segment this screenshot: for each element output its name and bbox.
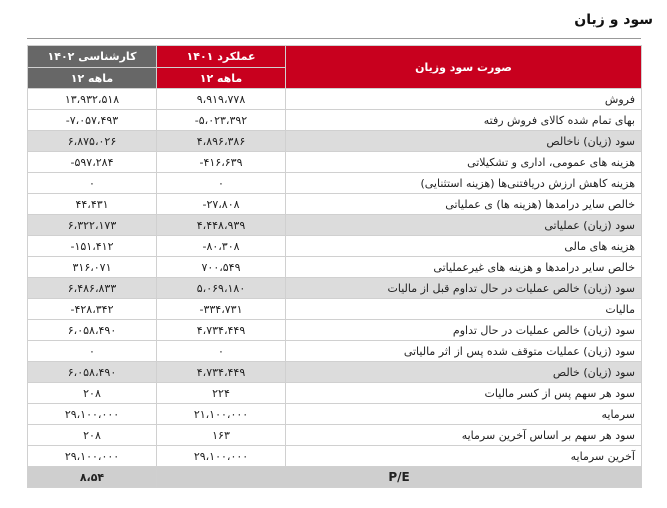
actual-value: ۲۹،۱۰۰،۰۰۰ xyxy=(157,446,286,467)
table-row xyxy=(28,425,642,446)
actual-value: ۴۱۶،۶۳۹- xyxy=(157,152,286,173)
actual-value: ۲۷،۸۰۸- xyxy=(157,194,286,215)
actual-value: ۰ xyxy=(157,341,286,362)
actual-value: ۴،۷۳۴،۴۴۹ xyxy=(157,362,286,383)
forecast-value: ۲۰۸ xyxy=(28,425,157,446)
table-row xyxy=(28,89,642,110)
row-label: سود (زیان) عملیات متوقف شده پس از اثر مالیاتی xyxy=(286,341,642,362)
forecast-value: ۶،۴۸۶،۸۳۳ xyxy=(28,278,157,299)
table-row xyxy=(28,194,642,215)
actual-value: ۰ xyxy=(157,173,286,194)
row-label: سود هر سهم پس از کسر مالیات xyxy=(286,383,642,404)
row-label: خالص سایر درامدها (هزینه ها) ی عملیاتی xyxy=(286,194,642,215)
forecast-value: ۱۵۱،۴۱۲- xyxy=(28,236,157,257)
forecast-value: ۴۴،۴۳۱ xyxy=(28,194,157,215)
table-row xyxy=(28,446,642,467)
forecast-value: ۱۳،۹۳۲،۵۱۸ xyxy=(28,89,157,110)
row-label: بهای تمام شده کالای فروش رفته xyxy=(286,110,642,131)
actual-value: ۴،۴۴۸،۹۳۹ xyxy=(157,215,286,236)
row-label: سود (زیان) ناخالص xyxy=(286,131,642,152)
period-forecast: ۱۲ ماهه xyxy=(28,68,157,89)
row-label: سود (زیان) خالص xyxy=(286,362,642,383)
forecast-value: ۶،۸۷۵،۰۲۶ xyxy=(28,131,157,152)
forecast-value: ۶،۳۲۲،۱۷۳ xyxy=(28,215,157,236)
pe-forecast-value: ۸،۵۴ xyxy=(28,467,157,488)
forecast-value: ۰ xyxy=(28,341,157,362)
row-label: آخرین سرمایه xyxy=(286,446,642,467)
row-label: سود هر سهم بر اساس آخرین سرمایه xyxy=(286,425,642,446)
forecast-value: ۲۰۸ xyxy=(28,383,157,404)
table-row xyxy=(28,131,642,152)
actual-value: ۴،۷۳۴،۴۴۹ xyxy=(157,320,286,341)
row-label: هزینه های عمومی، اداری و تشکیلاتی xyxy=(286,152,642,173)
actual-value: ۸۰،۳۰۸- xyxy=(157,236,286,257)
table-row xyxy=(28,299,642,320)
row-label: مالیات xyxy=(286,299,642,320)
actual-value: ۲۲۴ xyxy=(157,383,286,404)
table-row xyxy=(28,152,642,173)
table-row xyxy=(28,362,642,383)
row-label: خالص سایر درامدها و هزینه های غیرعملیاتی xyxy=(286,257,642,278)
forecast-value: ۳۱۶،۰۷۱ xyxy=(28,257,157,278)
actual-value: ۷۰۰،۵۴۹ xyxy=(157,257,286,278)
income-statement-table xyxy=(27,45,642,488)
row-label: هزینه کاهش ارزش دریافتنی‌ها (هزینه استثنایی) xyxy=(286,173,642,194)
table-row xyxy=(28,257,642,278)
forecast-value: ۲۹،۱۰۰،۰۰۰ xyxy=(28,446,157,467)
row-label: سود (زیان) خالص عملیات در حال تداوم قبل از مالیات xyxy=(286,278,642,299)
row-label: سود (زیان) خالص عملیات در حال تداوم xyxy=(286,320,642,341)
header-row-years xyxy=(28,46,642,68)
col-header-forecast: کارشناسی ۱۴۰۲ xyxy=(28,46,157,68)
table-row xyxy=(28,320,642,341)
period-actual: ۱۲ ماهه xyxy=(157,68,286,89)
page-title: سود و زیان xyxy=(574,12,653,28)
forecast-value: ۵۹۷،۲۸۴- xyxy=(28,152,157,173)
title-divider xyxy=(27,38,641,39)
statement-label: صورت سود وزیان xyxy=(286,46,642,89)
forecast-value: ۶،۰۵۸،۴۹۰ xyxy=(28,320,157,341)
forecast-value: ۴۲۸،۳۴۲- xyxy=(28,299,157,320)
row-label: هزینه های مالی xyxy=(286,236,642,257)
table-row xyxy=(28,383,642,404)
table-row xyxy=(28,236,642,257)
row-label: سرمایه xyxy=(286,404,642,425)
actual-value: ۹،۹۱۹،۷۷۸ xyxy=(157,89,286,110)
pe-row xyxy=(28,467,642,488)
row-label: فروش xyxy=(286,89,642,110)
forecast-value: ۰ xyxy=(28,173,157,194)
forecast-value: ۷،۰۵۷،۴۹۳- xyxy=(28,110,157,131)
row-label: سود (زیان) عملیاتی xyxy=(286,215,642,236)
table-row xyxy=(28,341,642,362)
actual-value: ۱۶۳ xyxy=(157,425,286,446)
table-row xyxy=(28,278,642,299)
forecast-value: ۶،۰۵۸،۴۹۰ xyxy=(28,362,157,383)
table-row xyxy=(28,215,642,236)
actual-value: ۴،۸۹۶،۳۸۶ xyxy=(157,131,286,152)
table-row xyxy=(28,110,642,131)
col-header-actual: عملکرد ۱۴۰۱ xyxy=(157,46,286,68)
actual-value: ۳۳۴،۷۳۱- xyxy=(157,299,286,320)
forecast-value: ۲۹،۱۰۰،۰۰۰ xyxy=(28,404,157,425)
pe-label: P/E xyxy=(157,467,642,488)
table-row xyxy=(28,173,642,194)
actual-value: ۵،۰۲۳،۳۹۲- xyxy=(157,110,286,131)
table-row xyxy=(28,404,642,425)
actual-value: ۲۱،۱۰۰،۰۰۰ xyxy=(157,404,286,425)
actual-value: ۵،۰۶۹،۱۸۰ xyxy=(157,278,286,299)
